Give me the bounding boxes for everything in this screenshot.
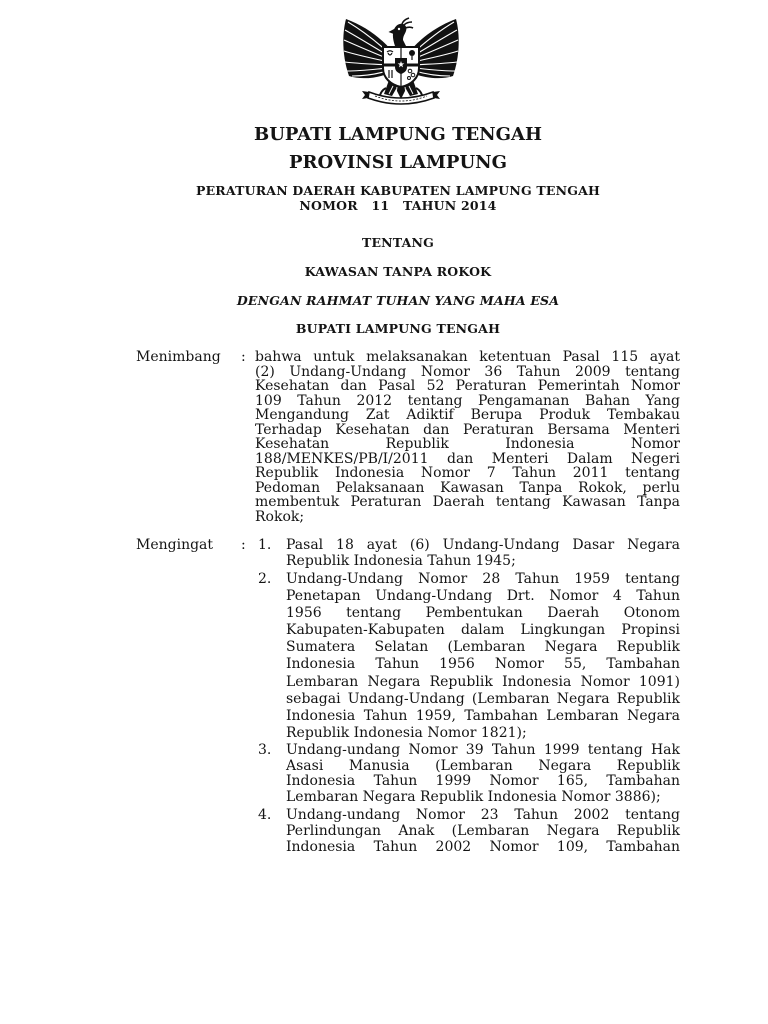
garuda-pancasila-icon — [339, 16, 463, 108]
about-heading: TENTANG — [361, 235, 435, 250]
paragraph-line: (2) Undang-Undang Nomor 36 Tahun 2009 tentang — [255, 363, 680, 380]
list-item-line: Undang-Undang Nomor 28 Tahun 1959 tentang — [286, 570, 680, 587]
office-title: BUPATI LAMPUNG TENGAH — [254, 124, 542, 145]
province-title: PROVINSI LAMPUNG — [289, 152, 507, 173]
regulation-number: NOMOR 11 TAHUN 2014 — [299, 198, 497, 213]
regulation-subject: KAWASAN TANPA ROKOK — [304, 264, 492, 279]
list-item — [286, 571, 680, 743]
garuda-shield — [383, 47, 419, 87]
paragraph-line: 188/MENKES/PB/I/2011 dan Menteri Dalam Negeri — [255, 450, 680, 467]
paragraph-line: Pedoman Pelaksanaan Kawasan Tanpa Rokok, perlu — [255, 479, 680, 496]
list-item-line: Kabupaten-Kabupaten dalam Lingkungan Propinsi — [286, 622, 680, 639]
list-item-line: Lembaran Negara Republik Indonesia Nomor 3886); — [286, 789, 661, 806]
list-item-line: Undang-undang Nomor 23 Tahun 2002 tentang — [286, 807, 680, 823]
list-item-line: Indonesia Tahun 1999 Nomor 165, Tambahan — [286, 773, 680, 790]
paragraph-line: Terhadap Kesehatan dan Peraturan Bersama Menteri — [255, 421, 680, 438]
invocation: DENGAN RAHMAT TUHAN YANG MAHA ESA — [236, 293, 560, 308]
paragraph-line: Mengandung Zat Adiktif Berupa Produk Tembakau — [255, 407, 680, 423]
list-item-line: Undang-undang Nomor 39 Tahun 1999 tentang Hak — [286, 742, 680, 758]
paragraph-line: membentuk Peraturan Daerah tentang Kawasan Tanpa — [255, 494, 680, 510]
mengingat-label: Mengingat — [136, 537, 214, 553]
list-item-line: Pasal 18 ayat (6) Undang-Undang Dasar Negara — [286, 537, 680, 553]
list-item-line: Republik Indonesia Tahun 1945; — [286, 553, 516, 569]
paragraph-line: bahwa untuk melaksanakan ketentuan Pasal 115 ayat — [255, 349, 680, 365]
list-item-line: 1956 tentang Pembentukan Daerah Otonom — [286, 604, 680, 621]
list-item — [286, 537, 680, 569]
list-item-line: Indonesia Tahun 1956 Nomor 55, Tambahan — [286, 656, 680, 673]
mengingat-colon: : — [241, 537, 246, 553]
list-item-line: Republik Indonesia Nomor 1821); — [286, 725, 527, 742]
list-item-number: 1. — [258, 537, 272, 553]
menimbang-label: Menimbang — [136, 349, 221, 365]
menimbang-colon: : — [241, 349, 246, 365]
list-item — [286, 743, 680, 806]
paragraph-line: Kesehatan Republik Indonesia Nomor — [255, 436, 680, 452]
list-item-line: Lembaran Negara Republik Indonesia Nomor 1091) — [286, 673, 680, 690]
paragraph-line: Republik Indonesia Nomor 7 Tahun 2011 tentang — [255, 465, 680, 481]
paragraph-line: 109 Tahun 2012 tentang Pengamanan Bahan Yang — [255, 392, 680, 409]
list-item-line: Asasi Manusia (Lembaran Negara Republik — [286, 757, 680, 774]
regulation-title: PERATURAN DAERAH KABUPATEN LAMPUNG TENGAH — [195, 183, 601, 198]
issuer-heading: BUPATI LAMPUNG TENGAH — [295, 321, 501, 336]
list-item-line: sebagai Undang-Undang (Lembaran Negara Republik — [286, 690, 680, 707]
list-item-number: 4. — [258, 807, 272, 823]
list-item-line: Indonesia Tahun 2002 Nomor 109, Tambahan — [286, 838, 680, 855]
list-item-number: 3. — [258, 742, 272, 758]
list-item-line: Indonesia Tahun 1959, Tambahan Lembaran Negara — [286, 708, 680, 724]
menimbang-paragraph — [255, 350, 680, 524]
garuda-head — [389, 18, 414, 46]
list-item — [286, 808, 680, 855]
paragraph-line: Rokok; — [255, 508, 305, 525]
paragraph-line: Kesehatan dan Pasal 52 Peraturan Pemerintah Nomor — [255, 378, 680, 394]
list-item-number: 2. — [258, 570, 272, 587]
list-item-line: Sumatera Selatan (Lembaran Negara Republik — [286, 639, 680, 656]
list-item-line: Perlindungan Anak (Lembaran Negara Republik — [286, 822, 680, 839]
list-item-line: Penetapan Undang-Undang Drt. Nomor 4 Tahun — [286, 587, 680, 604]
